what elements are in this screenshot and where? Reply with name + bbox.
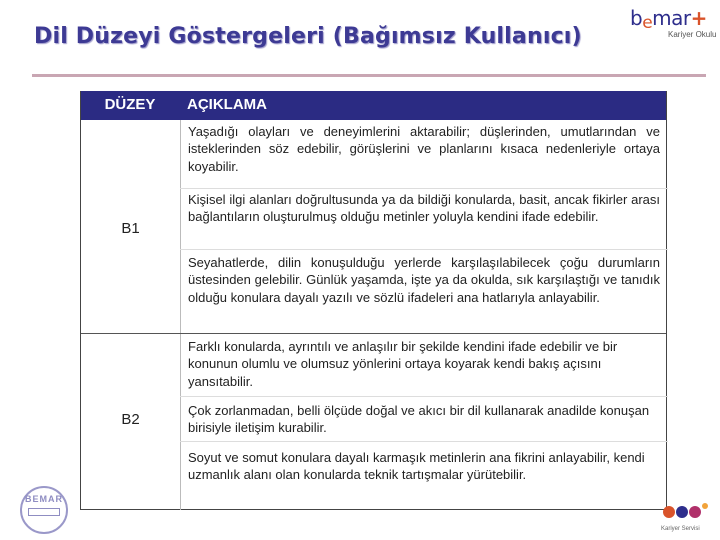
level-divider (81, 333, 666, 334)
slide-title: Dil Düzeyi Göstergeleri (Bağımsız Kullanıcı) (34, 24, 582, 49)
b2-description-1: Farklı konularda, ayrıntılı ve anlaşılır bir şekilde kendini ifade edebilir ve bir konunun olumlu ve olumsuz yönlerini ortaya koyarak kendi bakış açısını yansıtabilir. (188, 339, 618, 389)
logo-tagline: Kariyer Okulu (668, 30, 717, 39)
row-divider (180, 441, 668, 442)
seal-text: BEMAR (25, 494, 63, 504)
level-b2: B2 (121, 411, 140, 428)
corner-caption: Kariyer Servisi (661, 526, 700, 532)
header-level: DÜZEY (104, 96, 156, 113)
bemar-seal (20, 486, 68, 534)
corner-logo (655, 500, 717, 538)
level-b1: B1 (121, 220, 140, 237)
b2-description-3: Soyut ve somut konulara dayalı karmaşık metinlerin ana fikrini anlayabilir, kendi uzmanlık alanı olan konularda teknik tartışmalar yürütebilir. (188, 450, 645, 483)
b1-description-2: Kişisel ilgi alanları doğrultusunda ya da bildiği konularda, basit, ancak fikirler arası bağlantıların oluşturulmuş olduğu metinler yoluyla kendini ifade edebilir. (188, 192, 660, 225)
seal-band (28, 508, 60, 516)
column-divider (180, 120, 181, 510)
row-divider (180, 249, 668, 250)
row-divider (180, 188, 668, 189)
title-underline (32, 74, 706, 77)
language-levels-table (80, 91, 667, 510)
table-header (81, 91, 666, 120)
b1-description-1: Yaşadığı olayları ve deneyimlerini aktarabilir; düşlerinden, umutlarından ve isteklerinden söz edebilir, görüşlerini ve planlarını kısaca nedenleriyle ortaya koyabilir. (188, 124, 660, 174)
dots-icon (655, 500, 717, 528)
b2-description-2: Çok zorlanmadan, belli ölçüde doğal ve akıcı bir dil kullanarak anadilde konuşan birisiyle iletişim kurabilir. (188, 403, 650, 436)
b1-description-3: Seyahatlerde, dilin konuşulduğu yerlerde karşılaşılabilecek çoğu durumların üstesinden gelebilir. Günlük yaşamda, işte ya da okulda, sık karşılaştığı ve tanıdık olduğu konulara dayalı yazılı ve sözlü ifadeleri ana hatlarıyla anlayabilir. (188, 255, 660, 305)
logo-wordmark: bemar+ (630, 6, 707, 33)
header-description: AÇIKLAMA (187, 96, 267, 113)
bemar-logo (628, 4, 718, 48)
row-divider (180, 396, 668, 397)
